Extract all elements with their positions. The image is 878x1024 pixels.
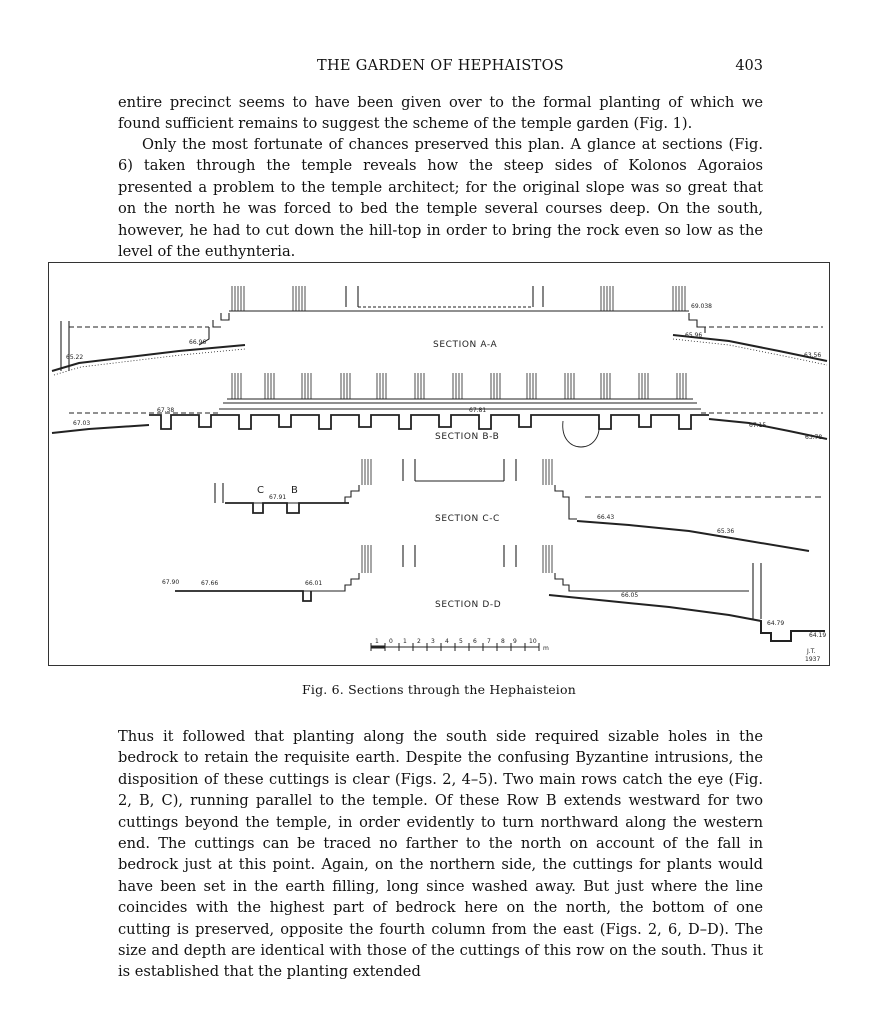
elev-bb-center: 67.81 xyxy=(469,407,487,414)
elev-cc-right-low: 65.36 xyxy=(717,528,735,535)
elev-dd-right-mid: 64.79 xyxy=(767,620,785,627)
scale-unit: m xyxy=(543,645,549,652)
scale-tick-label: 6 xyxy=(473,638,477,645)
scale-tick-label: 3 xyxy=(431,638,435,645)
running-header xyxy=(118,58,763,78)
elev-bb-left-top: 67.38 xyxy=(157,407,175,414)
scale-tick-label: 5 xyxy=(459,638,463,645)
label-section-bb: SECTION B-B xyxy=(435,432,500,442)
section-cc xyxy=(215,459,823,551)
elev-bb-right-mid: 67.15 xyxy=(749,422,767,429)
elev-bb-right-low: 63.78 xyxy=(805,434,823,441)
sections-drawing xyxy=(49,263,831,667)
elev-dd-right-low: 64.19 xyxy=(809,632,827,639)
figure-caption: Fig. 6. Sections through the Hephaisteion xyxy=(302,682,576,697)
scale-tick-label: 4 xyxy=(445,638,449,645)
signature-initials: J.T. xyxy=(807,648,816,655)
scale-tick-label: 9 xyxy=(513,638,517,645)
scale-tick-label: 2 xyxy=(417,638,421,645)
scale-labels xyxy=(375,638,549,652)
elev-dd-left-b: 67.66 xyxy=(201,580,219,587)
elev-bb-left-low: 67.03 xyxy=(73,420,91,427)
label-section-cc: SECTION C-C xyxy=(435,514,500,524)
elev-dd-right-top: 66.05 xyxy=(621,592,639,599)
section-dd xyxy=(175,545,825,641)
elev-aa-right-mid: 65.96 xyxy=(685,332,703,339)
row-letter-b: B xyxy=(291,485,298,496)
elev-dd-mid: 66.01 xyxy=(305,580,323,587)
elev-aa-left-top: 66.96 xyxy=(189,339,207,346)
elev-aa-right-low: 63.56 xyxy=(804,352,822,359)
scale-tick-label: 8 xyxy=(501,638,505,645)
running-title: THE GARDEN OF HEPHAISTOS xyxy=(316,58,564,74)
scale-tick-label: 0 xyxy=(389,638,393,645)
paragraph-2: Only the most fortunate of chances preserved this plan. A glance at sections (Fig. 6) taken through the temple reveals how the steep sides of Kolonos Agoraios presented a problem to the temple architect; for the original slope was so great that on the north he was forced to bed the temple several courses deep. On the south, however, he had to cut down the hill-top in order to bring the rock even so low as the level of the euthynteria. xyxy=(118,136,763,261)
elev-dd-left-a: 67.90 xyxy=(162,579,180,586)
signature-year: 1937 xyxy=(805,656,821,663)
page-number: 403 xyxy=(735,58,763,74)
elev-cc-right-top: 66.43 xyxy=(597,514,615,521)
scale-tick-label: 7 xyxy=(487,638,491,645)
figure-sections xyxy=(48,262,830,666)
row-letter-c: C xyxy=(257,485,264,496)
paragraph-3: Thus it followed that planting along the south side required sizable holes in the bedrock to retain the requisite earth. Despite the confusing Byzantine intrusions, the disposition of these cuttings is clear (Figs. 2, 4–5). Two main rows catch the eye (Fig. 2, B, C), running parallel to the temple. Of these Row B extends westward for two cuttings beyond the temple, in order evidently to turn northward along the western end. The cuttings can be traced no farther to the north on account of the fall in bedrock just at this point. Again, on the northern side, the cuttings for plants would have been set in the earth filling, long since washed away. But just where the line coincides with the highest part of bedrock here on the north, the bottom of one cutting is preserved, opposite the fourth column from the east (Figs. 2, 6, D–D). The size and depth are identical with those of the cuttings of this row on the south. Thus it is established that the planting extended xyxy=(118,728,763,981)
bb-columns xyxy=(232,373,686,399)
label-section-dd: SECTION D-D xyxy=(435,600,502,610)
scale-tick-label: 1 xyxy=(403,638,407,645)
paragraph-1: entire precinct seems to have been given over to the formal planting of which we found sufficient remains to suggest the scheme of the temple garden (Fig. 1). xyxy=(118,94,763,133)
elev-aa-left-low: 65.22 xyxy=(66,354,84,361)
elev-aa-right-top: 69.038 xyxy=(691,303,712,310)
section-aa xyxy=(52,286,827,375)
label-section-aa: SECTION A-A xyxy=(433,340,498,350)
dd-columns xyxy=(362,545,552,573)
elev-cc-left: 67.91 xyxy=(269,494,287,501)
scale-tick-label: 1 xyxy=(375,638,379,645)
scale-tick-label: 10 xyxy=(529,638,537,645)
